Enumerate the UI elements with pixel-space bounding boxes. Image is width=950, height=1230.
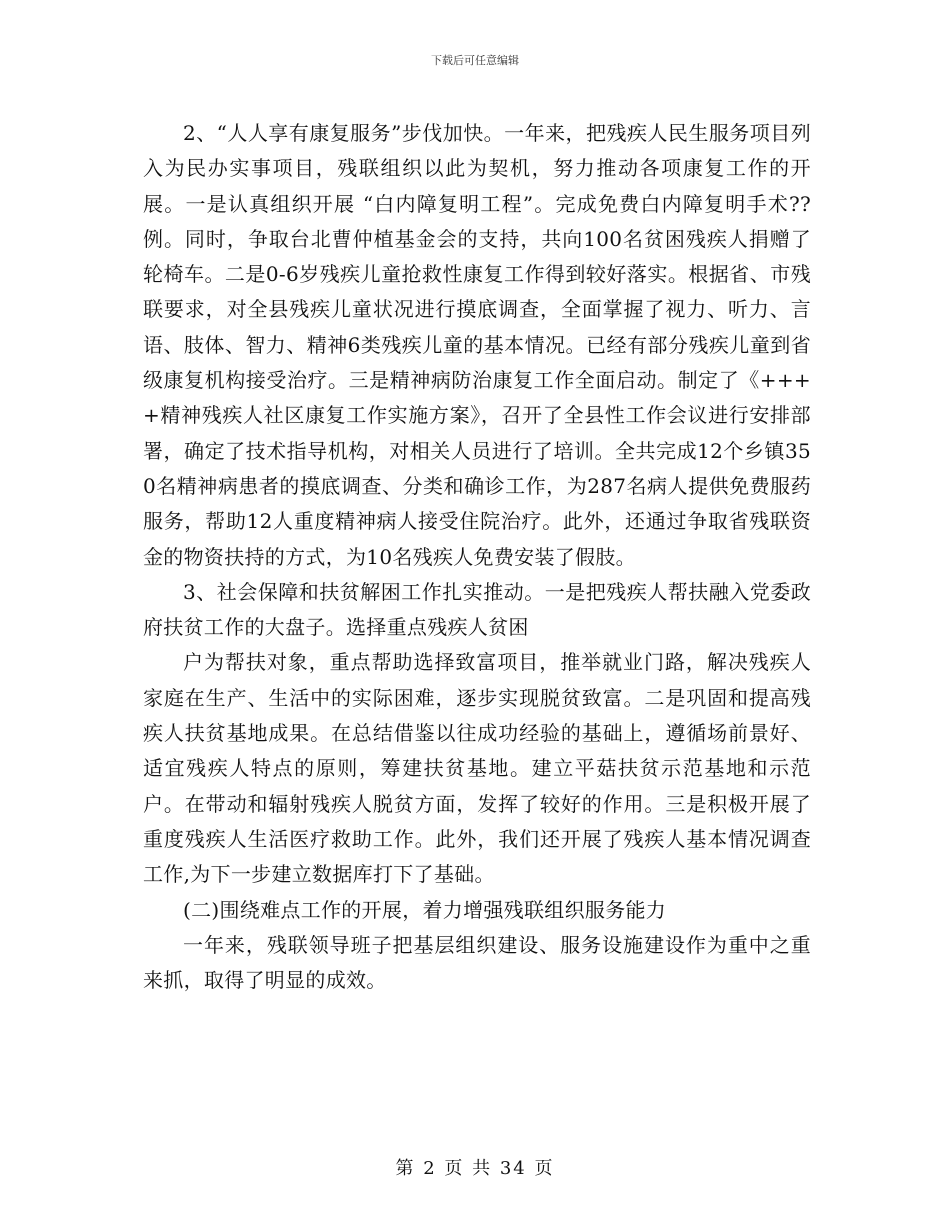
paragraph-rehabilitation-services: 2、“人人享有康复服务”步伐加快。一年来，把残疾人民生服务项目列入为民办实事项目，残联组织以此为契机，努力推动各项康复工作的开展。一是认真组织开展 “白内障复明工程”。完成免费白内障复明手术??例。同时，争取台北曹仲植基金会的支持，共向100名贫困残疾人捐赠了轮椅车。二是0-6岁残疾儿童抢救性康复工作得到较好落实。根据省、市残联要求，对全县残疾儿童状况进行摸底调查，全面掌握了视力、听力、言语、肢体、智力、精神6类残疾儿童的基本情况。已经有部分残疾儿童到省级康复机构接受治疗。三是精神病防治康复工作全面启动。制定了《++++精神残疾人社区康复工作实施方案》，召开了全县性工作会议进行安排部署，确定了技术指导机构，对相关人员进行了培训。全共完成12个乡镇350名精神病患者的摸底调查、分类和确诊工作，为287名病人提供免费服药服务，帮助12人重度精神病人接受住院治疗。此外，还通过争取省残联资金的物资扶持的方式，为10名残疾人免费安装了假肢。	[143, 121, 811, 569]
document-body	[143, 116, 811, 998]
paragraph-organization-building: 一年来，残联领导班子把基层组织建设、服务设施建设作为重中之重来抓，取得了明显的成效。	[143, 932, 811, 993]
page-header-note: 下载后可任意编辑	[431, 54, 519, 67]
paragraph-social-security: 3、社会保障和扶贫解困工作扎实推动。一是把残疾人帮扶融入党委政府扶贫工作的大盘子。选择重点残疾人贫困	[143, 579, 811, 640]
page-number-footer: 第 2 页 共 34 页	[395, 1158, 555, 1179]
paragraph-poverty-relief: 户为帮扶对象，重点帮助选择致富项目，推举就业门路，解决残疾人家庭在生产、生活中的实际困难，逐步实现脱贫致富。二是巩固和提高残疾人扶贫基地成果。在总结借鉴以往成功经验的基础上，遵循场前景好、适宜残疾人特点的原则，筹建扶贫基地。建立平菇扶贫示范基地和示范户。在带动和辐射残疾人脱贫方面，发挥了较好的作用。三是积极开展了重度残疾人生活医疗救助工作。此外，我们还开展了残疾人基本情况调查工作,为下一步建立数据库打下了基础。	[143, 650, 811, 887]
section-heading-difficult-work: (二)围绕难点工作的开展，着力增强残联组织服务能力	[183, 897, 667, 922]
